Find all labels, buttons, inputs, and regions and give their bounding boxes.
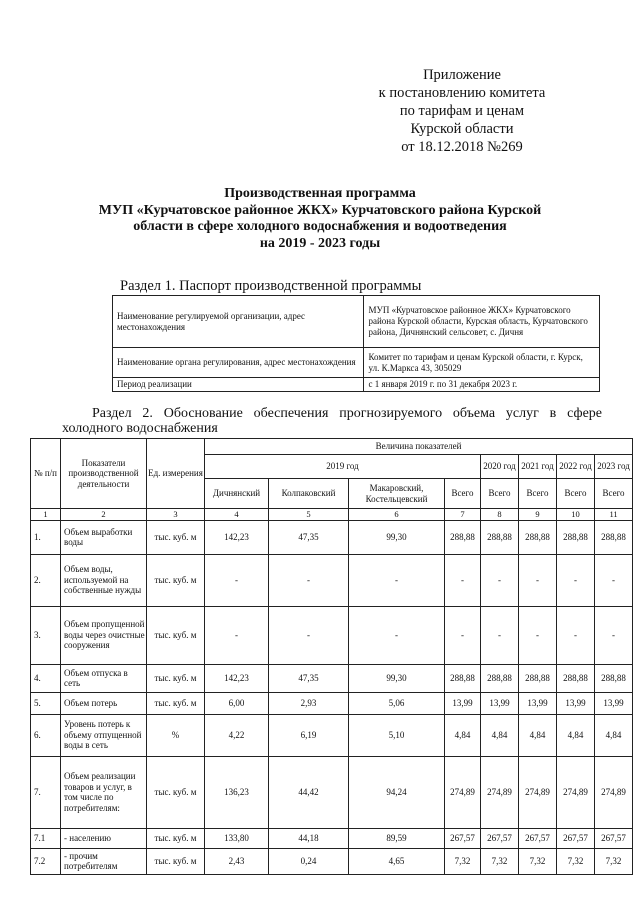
row-value: 136,23 [205,756,269,828]
row-value: 288,88 [445,664,481,692]
row-value: 288,88 [595,664,633,692]
passport-table [112,295,600,392]
row-value: 47,35 [269,520,349,554]
row-unit: тыс. куб. м [147,828,205,848]
col-number: 5 [269,509,349,521]
section1-title: Раздел 1. Паспорт производственной программы [120,278,422,294]
row-value: 288,88 [519,520,557,554]
row-value: - [481,554,519,606]
row-value: 94,24 [349,756,445,828]
row-value: 13,99 [595,692,633,714]
appendix-line: Приложение [423,67,501,83]
table-row [31,828,633,848]
row-indicator: Объем выработки воды [61,520,147,554]
col-number: 8 [481,509,519,521]
header-unit: Ед. измерения [147,439,205,509]
row-value: - [519,606,557,664]
subheader: Всего [481,479,519,509]
row-value: 4,65 [349,848,445,874]
row-value: 44,18 [269,828,349,848]
row-indicator: Уровень потерь к объему отпущенной воды в сеть [61,714,147,756]
row-number: 6. [31,714,61,756]
row-value: - [269,606,349,664]
row-value: 0,24 [269,848,349,874]
header-year: 2020 год [481,455,519,479]
row-unit: тыс. куб. м [147,606,205,664]
row-unit: тыс. куб. м [147,520,205,554]
document-title [60,186,580,252]
passport-label: Наименование регулируемой организации, адрес местонахождения [113,296,364,348]
row-value: 142,23 [205,520,269,554]
col-number: 2 [61,509,147,521]
row-value: 288,88 [557,664,595,692]
row-value: 274,89 [519,756,557,828]
table-row [31,756,633,828]
section2-title: Раздел 2. Обоснование обеспечения прогнозируемого объема услуг в сфере холодного водоснабжения [62,406,602,436]
row-value: 267,57 [519,828,557,848]
header-year: 2023 год [595,455,633,479]
row-value: 6,00 [205,692,269,714]
row-unit: тыс. куб. м [147,756,205,828]
subheader: Макаровский, Костельцевский [349,479,445,509]
row-value: - [349,554,445,606]
row-value: 4,84 [519,714,557,756]
subheader: Всего [519,479,557,509]
appendix-line: по тарифам и ценам [399,103,525,119]
row-value: 267,57 [481,828,519,848]
header-2019: 2019 год [205,455,481,479]
row-value: 4,84 [595,714,633,756]
row-value: 13,99 [519,692,557,714]
row-value: - [481,606,519,664]
row-number: 7.1 [31,828,61,848]
passport-label: Период реализации [113,378,364,392]
row-indicator: - населению [61,828,147,848]
row-value: - [557,606,595,664]
row-unit: тыс. куб. м [147,692,205,714]
row-number: 3. [31,606,61,664]
row-value: 6,19 [269,714,349,756]
row-unit: тыс. куб. м [147,848,205,874]
table-row [31,848,633,874]
subheader: Всего [595,479,633,509]
row-value: 13,99 [445,692,481,714]
appendix-line: к постановлению комитета [378,85,546,101]
row-value: 267,57 [445,828,481,848]
row-number: 2. [31,554,61,606]
subheader: Колпаковский [269,479,349,509]
header-year: 2022 год [557,455,595,479]
row-value: - [595,554,633,606]
appendix-block [362,66,562,156]
col-number: 10 [557,509,595,521]
row-value: 2,93 [269,692,349,714]
table-row [31,664,633,692]
column-number-row [31,509,633,521]
row-value: 99,30 [349,520,445,554]
row-value: 7,32 [595,848,633,874]
header-num: № п/п [31,439,61,509]
row-value: 288,88 [557,520,595,554]
title-line: области в сфере холодного водоснабжения и водоотведения [133,219,507,234]
row-value: 47,35 [269,664,349,692]
row-number: 7.2 [31,848,61,874]
row-indicator: - прочим потребителям [61,848,147,874]
header-values: Величина показателей [205,439,633,455]
col-number: 4 [205,509,269,521]
title-line: Производственная программа [224,186,416,201]
row-value: 4,84 [557,714,595,756]
table-row [31,520,633,554]
row-value: 5,06 [349,692,445,714]
table-row [31,554,633,606]
row-value: - [205,606,269,664]
row-value: 13,99 [557,692,595,714]
row-value: 99,30 [349,664,445,692]
appendix-line: от 18.12.2018 №269 [401,139,523,155]
col-number: 6 [349,509,445,521]
row-value: 288,88 [481,520,519,554]
row-value: 4,84 [481,714,519,756]
passport-value: МУП «Курчатовское районное ЖКХ» Курчатовского района Курской области, Курская область, Курчатовского района, Дичнянский сельсовет, с. Дичня [364,296,600,348]
row-value: 2,43 [205,848,269,874]
row-value: 267,57 [557,828,595,848]
row-value: 288,88 [445,520,481,554]
appendix-line: Курской области [410,121,514,137]
row-value: 133,80 [205,828,269,848]
row-value: - [445,606,481,664]
subheader: Дичнянский [205,479,269,509]
row-value: - [595,606,633,664]
row-value: 7,32 [557,848,595,874]
header-indicator: Показатели производственной деятельности [61,439,147,509]
row-value: 288,88 [481,664,519,692]
row-indicator: Объем воды, используемой на собственные нужды [61,554,147,606]
title-line: на 2019 - 2023 годы [259,235,381,251]
row-value: - [205,554,269,606]
row-value: 4,84 [445,714,481,756]
table-body [31,520,633,874]
col-number: 3 [147,509,205,521]
row-unit: % [147,714,205,756]
row-value: 274,89 [481,756,519,828]
row-value: - [349,606,445,664]
row-value: 274,89 [445,756,481,828]
row-number: 1. [31,520,61,554]
col-number: 1 [31,509,61,521]
row-value: - [519,554,557,606]
row-number: 5. [31,692,61,714]
row-value: 5,10 [349,714,445,756]
table-row [31,606,633,664]
col-number: 9 [519,509,557,521]
passport-label: Наименование органа регулирования, адрес местонахождения [113,348,364,378]
row-value: 13,99 [481,692,519,714]
row-value: - [269,554,349,606]
col-number: 11 [595,509,633,521]
header-year: 2021 год [519,455,557,479]
subheader: Всего [557,479,595,509]
row-indicator: Объем пропущенной воды через очистные сооружения [61,606,147,664]
row-number: 4. [31,664,61,692]
row-value: 274,89 [595,756,633,828]
row-unit: тыс. куб. м [147,554,205,606]
row-indicator: Объем отпуска в сеть [61,664,147,692]
row-value: 89,59 [349,828,445,848]
row-value: 288,88 [595,520,633,554]
row-value: 274,89 [557,756,595,828]
row-value: - [557,554,595,606]
row-value: 7,32 [519,848,557,874]
row-value: - [445,554,481,606]
passport-value: с 1 января 2019 г. по 31 декабря 2023 г. [364,378,600,392]
row-value: 7,32 [481,848,519,874]
row-indicator: Объем реализации товаров и услуг, в том числе по потребителям: [61,756,147,828]
row-indicator: Объем потерь [61,692,147,714]
passport-value: Комитет по тарифам и ценам Курской области, г. Курск, ул. К.Маркса 43, 305029 [364,348,600,378]
row-value: 7,32 [445,848,481,874]
row-value: 44,42 [269,756,349,828]
row-value: 288,88 [519,664,557,692]
table-row [31,692,633,714]
row-number: 7. [31,756,61,828]
row-unit: тыс. куб. м [147,664,205,692]
row-value: 142,23 [205,664,269,692]
title-line: МУП «Курчатовское районное ЖКХ» Курчатовского района Курской [98,202,542,218]
subheader: Всего [445,479,481,509]
row-value: 267,57 [595,828,633,848]
col-number: 7 [445,509,481,521]
row-value: 4,22 [205,714,269,756]
table-row [31,714,633,756]
indicators-table [30,438,633,875]
